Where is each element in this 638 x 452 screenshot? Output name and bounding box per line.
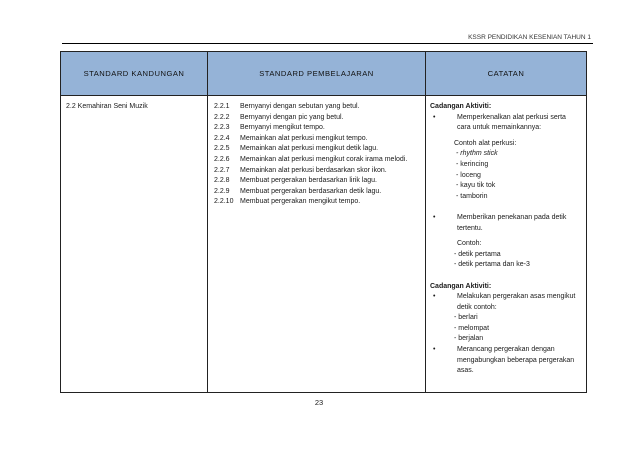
list-item: - rhythm stick [456,150,498,158]
notes-section-title: Cadangan Aktiviti: [430,103,492,110]
list-item: - melompat [454,324,490,332]
lo-code: 2.2.7 [214,166,230,174]
notes-section-title: Cadangan Aktiviti: [430,282,492,290]
list-item [430,345,580,377]
table-row [61,96,587,393]
list-item [214,102,421,113]
header-notes: CATATAN [426,52,587,96]
bullet-icon: • [433,213,436,221]
list-item [214,123,421,134]
list-item [214,197,421,208]
notes-cell [426,96,587,393]
list-item: - berlari [454,314,478,322]
instrument-examples [430,139,580,203]
lo-text: Memainkan alat perkusi mengikut tempo. [240,134,368,142]
lo-code: 2.2.3 [214,124,230,132]
examples-title: Contoh: [457,240,482,248]
list-item [430,292,580,313]
list-item: - loceng [456,171,481,179]
lo-code: 2.2.2 [214,113,230,121]
notes-content [426,96,586,381]
bullet-text: Memberikan penekanan pada detik tertentu. [457,213,567,232]
bullet-text: Memperkenalkan alat perkusi serta cara untuk memainkannya: [457,113,566,132]
running-header: KSSR PENDIDIKAN KESENIAN TAHUN 1 [468,34,591,41]
header-rule [62,43,593,44]
bullet-icon: • [433,346,436,354]
lo-text: Membuat pergerakan berdasarkan detik lagu. [240,187,382,195]
content-standard-text: 2.2 Kemahiran Seni Muzik [66,103,148,110]
list-item [214,166,421,177]
page-number: 23 [314,398,324,407]
list-item [214,113,421,124]
list-item: - berjalan [454,335,484,343]
beat-examples [430,239,580,271]
lo-text: Membuat pergerakan berdasarkan lirik lagu. [240,177,377,185]
header-learning-standard: STANDARD PEMBELAJARAN [208,52,426,96]
bullet-text: Melakukan pergerakan asas mengikut detik contoh: [457,293,576,311]
list-item [430,213,580,234]
lo-code: 2.2.1 [214,103,230,110]
lo-text: Memainkan alat perkusi mengikut corak irama melodi. [240,155,408,163]
list-item [214,176,421,187]
lo-text: Bernyanyi mengikut tempo. [240,124,325,132]
list-item [430,113,580,134]
lo-code: 2.2.9 [214,187,230,195]
movement-examples [430,313,580,345]
list-item [214,187,421,198]
list-item: - tamborin [456,192,488,200]
lo-text: Memainkan alat perkusi berdasarkan skor ikon. [240,166,387,174]
list-item: - kerincing [456,160,489,168]
examples-title: Contoh alat perkusi: [454,139,517,147]
list-item [214,155,421,166]
lo-text: Bernyanyi dengan sebutan yang betul. [240,103,360,110]
bullet-text: Merancang pergerakan dengan mengabungkan beberapa pergerakan asas. [457,346,575,375]
content-standard-cell [61,96,208,393]
learning-standard-list [208,96,425,212]
list-item [214,144,421,155]
list-item: - kayu tik tok [456,182,496,190]
lo-text: Membuat pergerakan mengikut tempo. [240,198,361,206]
list-item [214,134,421,145]
lo-code: 2.2.5 [214,145,230,153]
lo-code: 2.2.8 [214,177,230,185]
lo-text: Bernyanyi dengan pic yang betul. [240,113,344,121]
header-content-standard: STANDARD KANDUNGAN [61,52,208,96]
lo-code: 2.2.4 [214,134,230,142]
curriculum-table [60,51,587,393]
list-item: - detik pertama [454,250,501,258]
table-header-row [61,52,587,96]
bullet-icon: • [433,113,436,121]
lo-code: 2.2.6 [214,155,230,163]
learning-standard-cell [208,96,426,393]
lo-code: 2.2.10 [214,198,234,206]
lo-text: Memainkan alat perkusi mengikut detik lagu. [240,145,379,153]
list-item: - detik pertama dan ke-3 [454,261,530,269]
bullet-icon: • [433,293,436,301]
